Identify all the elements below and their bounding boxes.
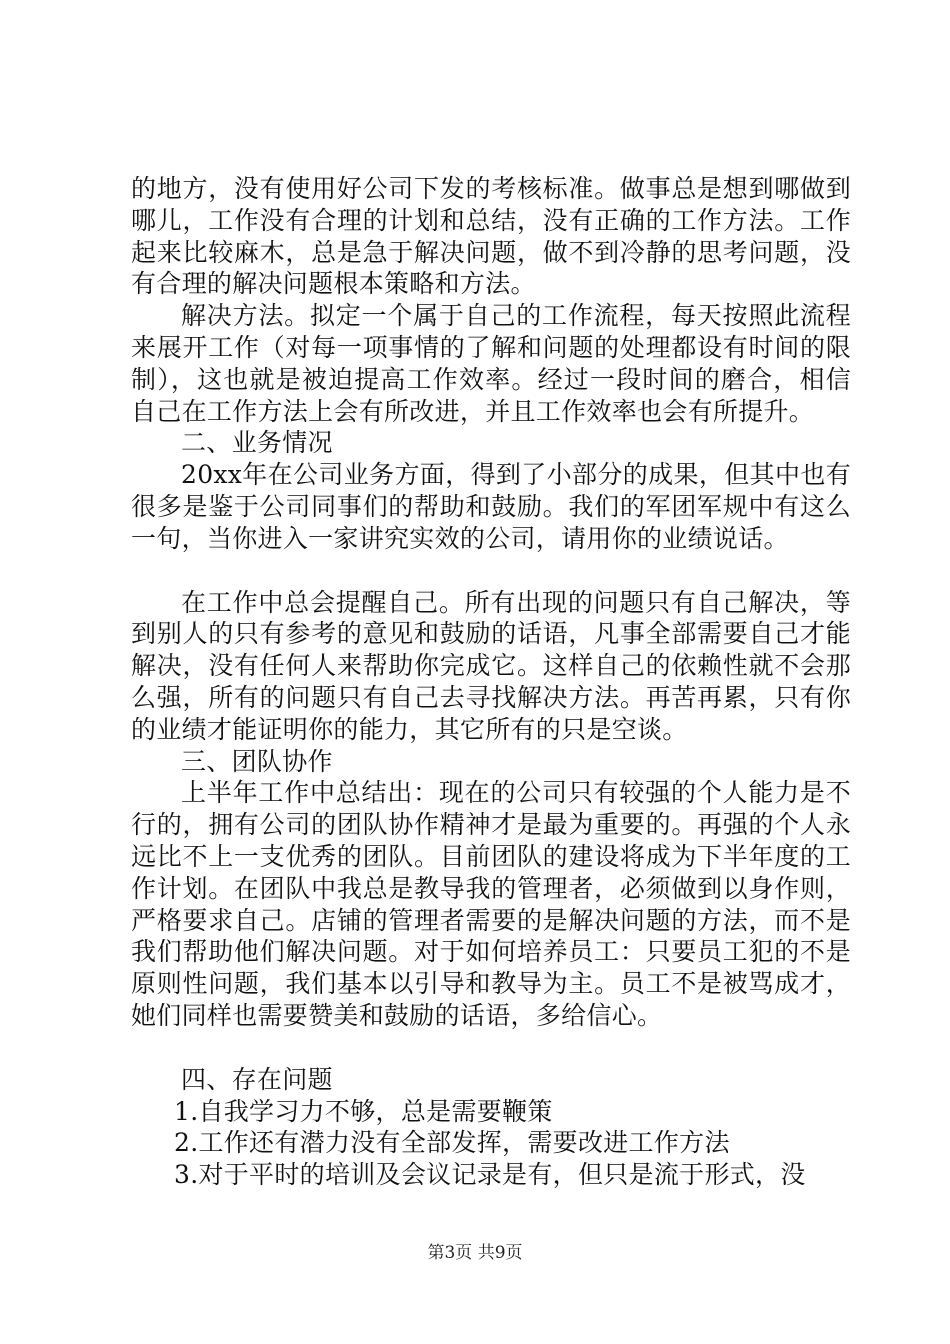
paragraph-self-reliance: 在工作中总会提醒自己。所有出现的问题只有自己解决，等到别人的只有参考的意见和鼓励的话语，凡事全部需要自己才能解决，没有任何人来帮助你完成它。这样自己的依赖性就不会那么强，所有的问题只有自己去寻找解决方法。再苦再累，只有你的业绩才能证明你的能力，其它所有的只是空谈。 xyxy=(131,587,851,744)
paragraph-solution: 解决方法。拟定一个属于自己的工作流程，每天按照此流程来展开工作（对每一项事情的了解和问题的处理都设有时间的限制），这也就是被迫提高工作效率。经过一段时间的磨合，相信自己在工作方法上会有所改进，并且工作效率也会有所提升。 xyxy=(131,301,851,426)
paragraph-continued: 的地方，没有使用好公司下发的考核标准。做事总是想到哪做到哪儿，工作没有合理的计划和总结，没有正确的工作方法。工作起来比较麻木，总是急于解决问题，做不到冷静的思考问题，没有合理的解决问题根本策略和方法。 xyxy=(131,174,851,299)
document-body xyxy=(131,173,851,1191)
paragraph-teamwork: 上半年工作中总结出：现在的公司只有较强的个人能力是不行的，拥有公司的团队协作精神才是最为重要的。再强的个人永远比不上一支优秀的团队。目前团队的建设将成为下半年度的工作计划。在团队中我总是教导我的管理者，必须做到以身作则，严格要求自己。店铺的管理者需要的是解决问题的方法，而不是我们帮助他们解决问题。对于如何培养员工：只要员工犯的不是原则性问题，我们基本以引导和教导为主。员工不是被骂成才，她们同样也需要赞美和鼓励的话语，多给信心。 xyxy=(131,778,851,1030)
page-number-footer: 第3页 共9页 xyxy=(427,1243,523,1263)
problem-item-2: 2.工作还有潜力没有全部发挥，需要改进工作方法 xyxy=(174,1128,730,1158)
problem-item-3: 3.对于平时的培训及会议记录是有，但只是流于形式，没 xyxy=(174,1160,806,1190)
section-heading-business: 二、业务情况 xyxy=(181,428,333,458)
section-heading-teamwork: 三、团队协作 xyxy=(181,746,333,776)
paragraph-business: 20xx年在公司业务方面，得到了小部分的成果，但其中也有很多是鉴于公司同事们的帮助和鼓励。我们的军团军规中有这么一句，当你进入一家讲究实效的公司，请用你的业绩说话。 xyxy=(131,460,851,553)
section-heading-problems: 四、存在问题 xyxy=(181,1064,333,1094)
problem-item-1: 1.自我学习力不够，总是需要鞭策 xyxy=(174,1096,553,1126)
